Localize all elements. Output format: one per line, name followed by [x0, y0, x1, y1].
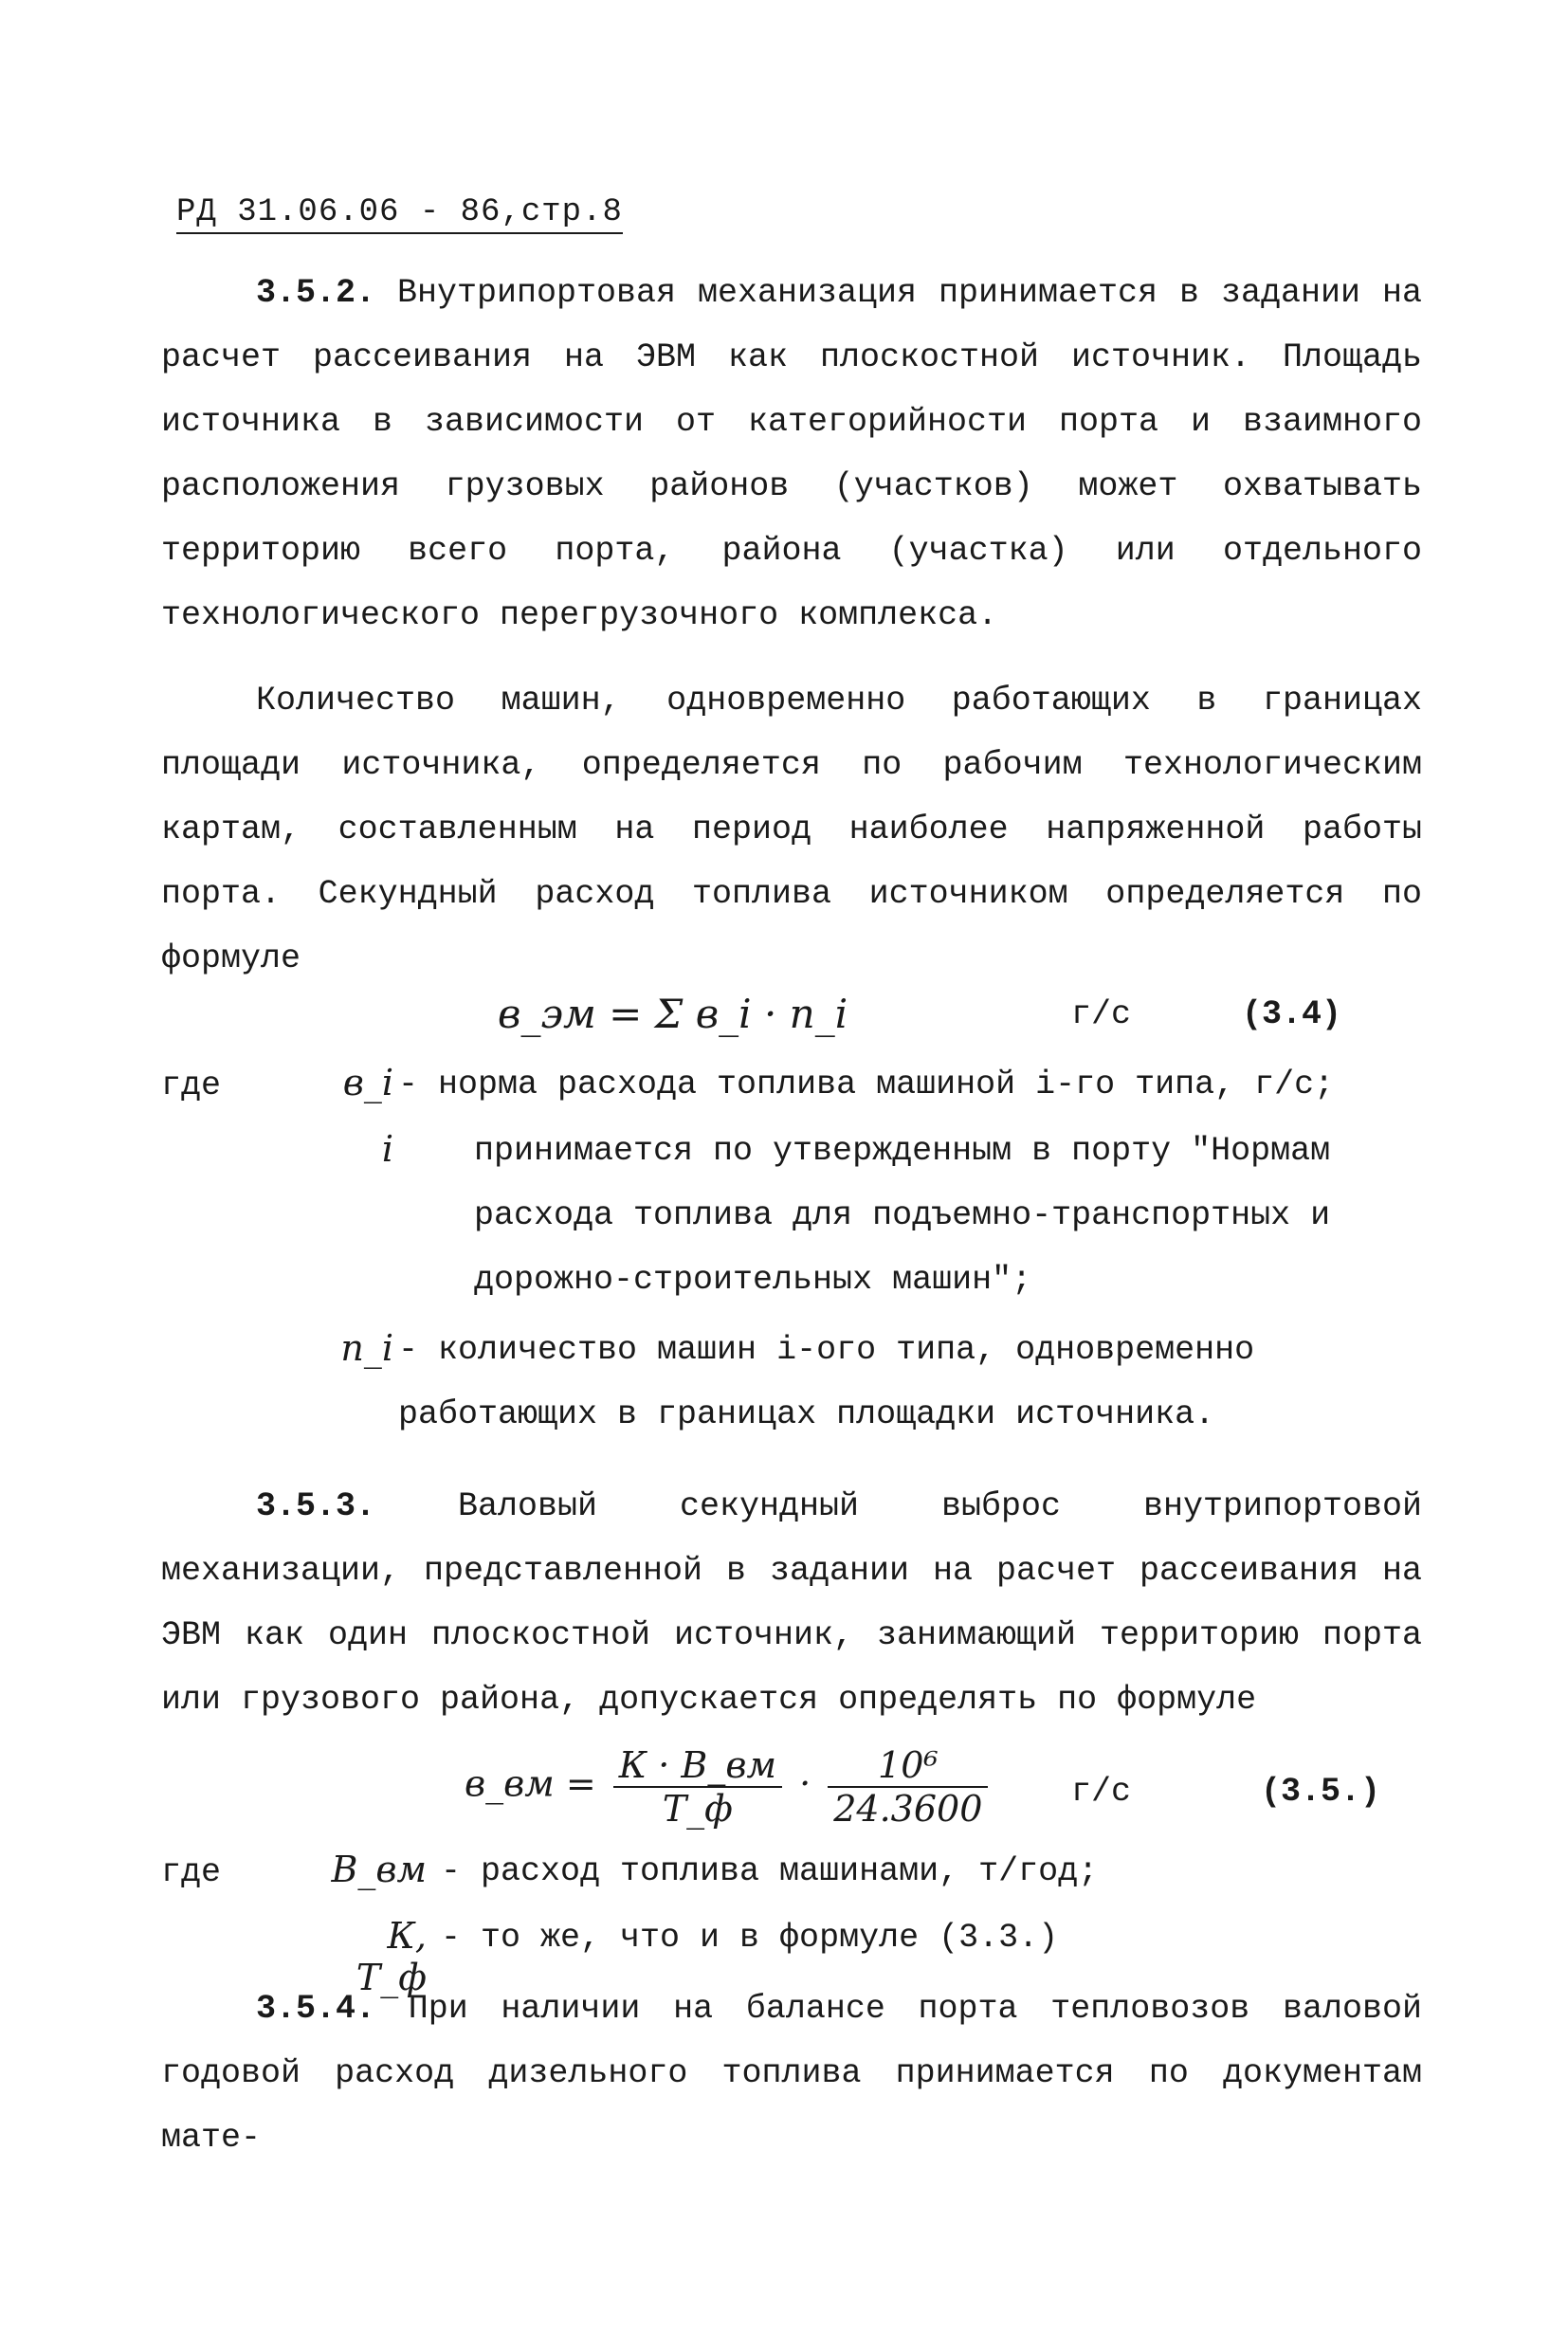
section-3-5-3-paragraph [161, 1474, 1422, 1732]
definition-v-vm: - расход топлива машинами, т/год; [441, 1852, 1099, 1890]
section-3-5-4-paragraph [161, 1977, 1422, 2170]
fraction-2-numerator: 10⁶ [828, 1744, 988, 1788]
symbol-b-i: в_i [342, 1062, 393, 1103]
where-label: где [161, 1066, 222, 1104]
section-3-5-2-paragraph-1 [161, 261, 1422, 647]
fraction-2 [828, 1744, 988, 1830]
symbol-n-i: n_i [340, 1327, 393, 1369]
symbol-k-tf: К, Т_ф [356, 1915, 427, 1998]
definition-n-i: - количество машин i-ого типа, одновременно работающих в границах площадки источника. [398, 1331, 1255, 1433]
definition-k-tf: - то же, что и в формуле (3.3.) [441, 1919, 1059, 1957]
section-text: Валовый секундный выброс внутрипортовой механизации, представленной в задании на расчет рассеивания на ЭВМ как один плоскостной источник, занимающий территорию порта или грузового района, допускается определять по формуле [161, 1487, 1422, 1719]
where-label-2: где [161, 1853, 222, 1891]
fraction-2-denominator: 24.3600 [833, 1788, 983, 1830]
page-header: РД 31.06.06 - 86,стр.8 [176, 194, 623, 234]
formula-3-5-unit: г/с [1071, 1773, 1132, 1811]
fraction-1-numerator: К · В_вм [613, 1744, 782, 1788]
fraction-1 [613, 1744, 782, 1830]
symbol-i: i [381, 1128, 393, 1170]
section-number: 3.5.2. [256, 274, 376, 312]
formula-3-5 [465, 1744, 994, 1830]
section-3-5-2-paragraph-2 [161, 668, 1422, 991]
formula-3-4-unit: г/с [1071, 995, 1132, 1033]
section-number: 3.5.3. [256, 1487, 376, 1525]
section-text: При наличии на балансе порта тепловозов валовой годовой расход дизельного топлива принимается по документам мате- [161, 1990, 1422, 2157]
formula-3-5-number: (3.5.) [1261, 1773, 1381, 1811]
section-number: 3.5.4. [256, 1990, 376, 2028]
formula-3-4: в_эм = Σ в_i · n_i [498, 991, 848, 1037]
multiply-dot: · [799, 1762, 811, 1805]
fraction-1-denominator: Т_ф [662, 1788, 733, 1830]
section-text: Количество машин, одновременно работающих в границах площади источника, определяется по рабочим технологическим картам, составленным на период наиболее напряженной работы порта. Секундный расход топлива источником определяется по формуле [161, 682, 1422, 977]
formula-3-4-number: (3.4) [1242, 995, 1342, 1033]
definition-i: принимается по утвержденным в порту "Нормам расхода топлива для подъемно-транспортных и дорожно-строительных машин"; [474, 1132, 1331, 1299]
symbol-v-vm: В_вм [331, 1849, 427, 1890]
formula-3-5-lhs: в_вм = [465, 1762, 596, 1805]
section-text: Внутрипортовая механизация принимается в задании на расчет рассеивания на ЭВМ как плоскостной источник. Площадь источника в зависимости от категорийности порта и взаимного расположения грузовых районов (участков) может охватывать территорию всего порта, района (участка) или отдельного технологического перегрузочного комплекса. [161, 274, 1422, 634]
definition-b-i: - норма расхода топлива машиной i-го типа, г/с; [398, 1066, 1335, 1103]
